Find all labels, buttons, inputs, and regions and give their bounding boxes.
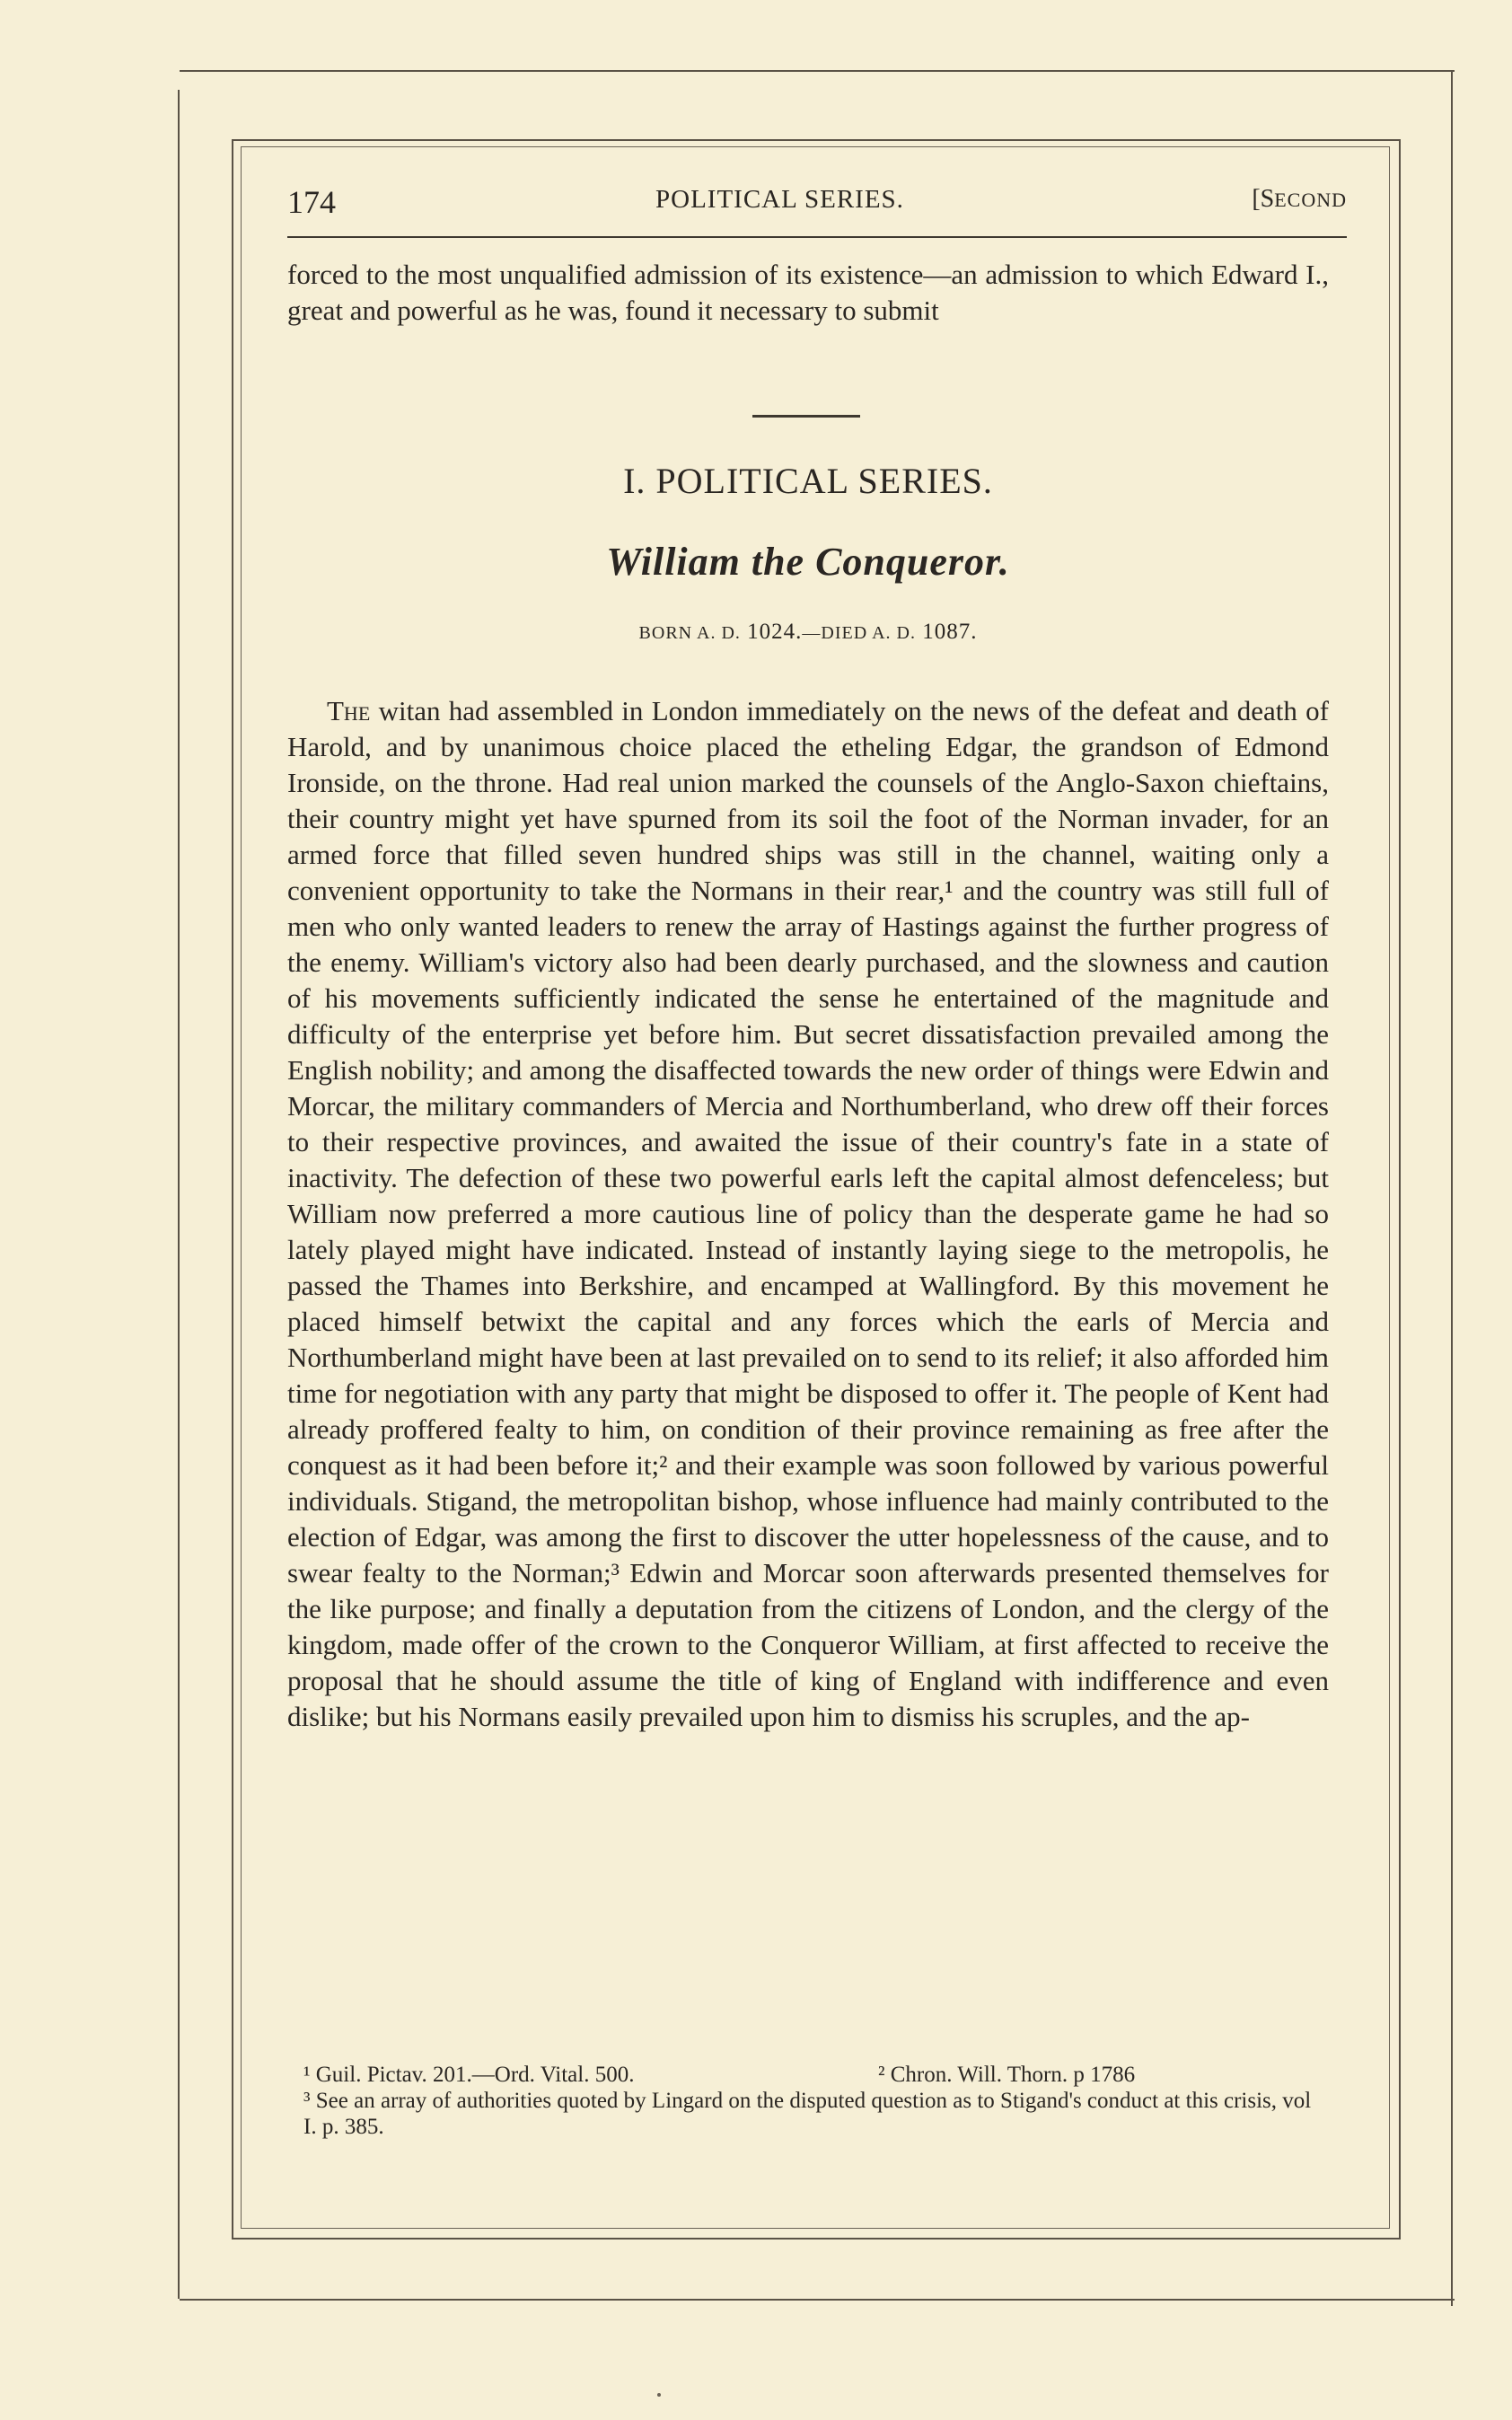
article-title: William the Conqueror. [606, 540, 1010, 584]
died-label: —DIED A. D. [802, 623, 916, 643]
section-mark-bracket: [S [1252, 185, 1275, 213]
body-first-word: The [327, 695, 371, 726]
footnote-row [287, 2062, 1329, 2088]
header-rule [287, 236, 1347, 238]
scan-edge-top [180, 70, 1455, 72]
died-year: 1087. [922, 620, 978, 644]
scan-edge-left [178, 90, 180, 2299]
footnotes [287, 2062, 1329, 2140]
born-label: BORN A. D. [638, 623, 741, 643]
body-text: witan had assembled in London immediately on the news of the defeat and death of Harold, and by unanimous choice placed the etheling Edgar, the grandson of Edmond Ironside, on the throne. Had real union marked the counsels of the Anglo-Saxon chieftains, their country might yet have spurned from its soil the foot of the Norman invader, for an armed force that filled seven hundred ships was still in the channel, waiting only a convenient opportunity to take the Normans in their rear,¹ and the country was still full of men who only wanted leaders to renew the array of Hastings against the further progress of the enemy. William's victory also had been dearly purchased, and the slowness and caution of his movements sufficiently indicated the sense he entertained of the magnitude and difficulty of the enterprise yet before him. But secret dissatisfaction prevailed among the English nobility; and among the disaffected towards the new order of things were Edwin and Morcar, the military commanders of Mercia and Northumberland, who drew off their forces to their respective provinces, and awaited the issue of their country's fate in a state of inactivity. The defection of these two powerful earls left the capital almost defenceless; but William now preferred a more cautious line of policy than the desperate game he had so lately played might have indicated. Instead of instantly laying siege to the metropolis, he passed the Thames into Berkshire, and encamped at Wallingford. By this movement he placed himself betwixt the capital and any forces which the earls of Mercia and Northumberland might have been at last prevailed on to send to its relief; it also afforded him time for negotiation with any party that might be disposed to offer it. The people of Kent had already proffered fealty to him, on condition of their province remaining as free after the conquest as it had been before it;² and their example was soon followed by various powerful individuals. Stigand, the metropolitan bishop, whose influence had mainly contributed to the election of Edgar, was among the first to discover the utter hopelessness of the cause, and to swear fealty to the Norman;³ Edwin and Morcar soon afterwards presented themselves for the like purpose; and finally a deputation from the citizens of London, and the clergy of the kingdom, made offer of the crown to the Conqueror William, at first affected to receive the proposal that he should assume the title of king of England with indifference and even dislike; but his Normans easily prevailed upon him to dismiss his scruples, and the ap- [287, 695, 1329, 1732]
series-title: I. POLITICAL SERIES. [623, 461, 993, 501]
body-paragraph [287, 693, 1329, 1735]
continuation-paragraph: forced to the most unqualified admission of its existence—an admission to which Edward I., great and powerful as he was, found it necessary to submit [287, 259, 1329, 326]
footnote-3: ³ See an array of authorities quoted by Lingard on the disputed question as to Stigand's conduct at this crisis, vol I. p. 385. [303, 2089, 1312, 2139]
section-mark-rest: ECOND [1274, 189, 1347, 211]
born-year: 1024. [747, 620, 803, 644]
page-number: 174 [287, 184, 336, 220]
footnote-1: ¹ Guil. Pictav. 201.—Ord. Vital. 500. [303, 2063, 635, 2087]
scan-speck [657, 2393, 661, 2397]
running-header [287, 180, 1347, 233]
section-mark [1252, 185, 1347, 214]
running-head: POLITICAL SERIES. [655, 185, 904, 214]
section-divider [752, 415, 860, 418]
scan-edge-right [1451, 70, 1453, 2306]
life-dates [287, 620, 1329, 645]
footnote-2: ² Chron. Will. Thorn. p 1786 [878, 2063, 1136, 2087]
scan-edge-bottom [180, 2299, 1455, 2301]
